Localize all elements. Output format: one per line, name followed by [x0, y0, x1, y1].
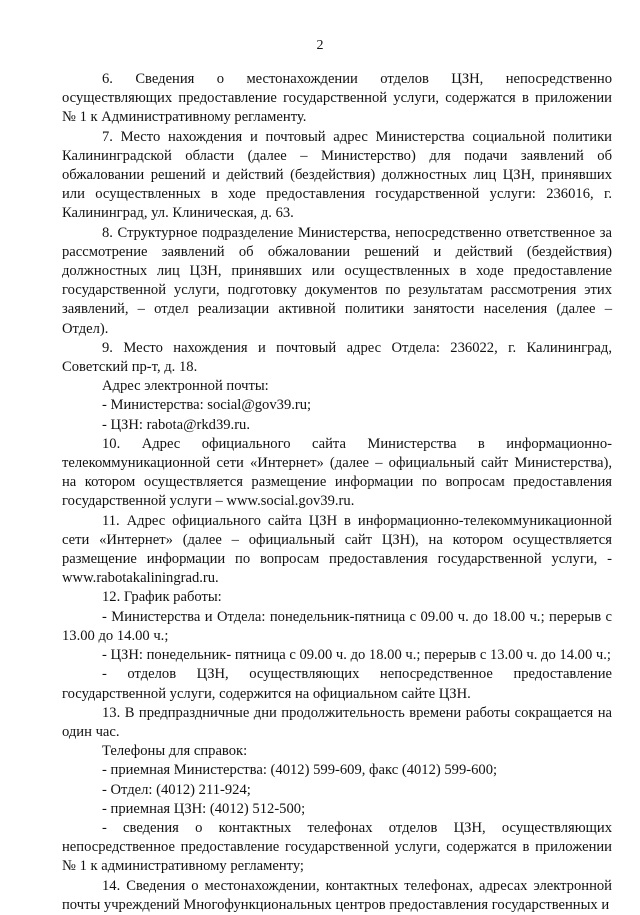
paragraph: 6. Сведения о местонахождении отделов ЦЗН, непосредственно осуществляющих предоставление государственной услуги, содержатся в приложении № 1 к Административному регламенту. [62, 71, 612, 126]
document-body [62, 70, 612, 915]
paragraph: 14. Сведения о местонахождении, контактных телефонах, адресах электронной почты учреждений Многофункциональных центров предоставления государственных и [62, 877, 612, 913]
paragraph: - приемная Министерства: (4012) 599-609, факс (4012) 599-600; [102, 762, 498, 779]
page-number: 2 [316, 38, 324, 53]
paragraph: 13. В предпраздничные дни продолжительность времени работы сокращается на один час. [62, 704, 612, 740]
paragraph: Адрес электронной почты: [102, 378, 269, 395]
paragraph: 12. График работы: [102, 589, 222, 606]
paragraph: 10. Адрес официального сайта Министерства в информационно-телекоммуникационной сети «Интернет» (далее – официальный сайт Министерства), на котором осуществляется размещение информации по вопросам предоставления государственной услуги – www.social.gov39.ru. [62, 435, 612, 510]
paragraph: 8. Структурное подразделение Министерства, непосредственно ответственное за рассмотрение заявлений об обжаловании решений и действий (бездействия) должностных лиц ЦЗН, принявших или осуществленных в ходе предоставление государственной услуги, подготовку документов по результатам рассмотрения этих заявлений, – отдел реализации активной политики занятости населения (далее – Отдел). [62, 224, 612, 337]
paragraph: 11. Адрес официального сайта ЦЗН в информационно-телекоммуникационной сети «Интернет» (далее – официальный сайт ЦЗН), на котором осуществляется размещение информации по вопросам предоставления государственной услуги, - www.rabotakaliningrad.ru. [62, 512, 612, 587]
paragraph: - Министерства и Отдела: понедельник-пятница с 09.00 ч. до 18.00 ч.; перерыв с 13.00 до 14.00 ч.; [62, 608, 612, 644]
paragraph: 9. Место нахождения и почтовый адрес Отдела: 236022, г. Калининград, Советский пр-т, д. 18. [62, 339, 612, 376]
paragraph: - приемная ЦЗН: (4012) 512-500; [102, 800, 306, 817]
paragraph: - Отдел: (4012) 211-924; [102, 781, 251, 798]
paragraph: - Министерства: social@gov39.ru; [102, 397, 312, 414]
paragraph: Телефоны для справок: [102, 743, 248, 760]
paragraph: - ЦЗН: понедельник- пятница с 09.00 ч. до 18.00 ч.; перерыв с 13.00 ч. до 14.00 ч.; [102, 647, 611, 664]
paragraph: 7. Место нахождения и почтовый адрес Министерства социальной политики Калининградской области (далее – Министерство) для подачи заявлений об обжаловании решений и действий (бездействия) должностных лиц ЦЗН, принявших или осуществленных в ходе предоставления государственной услуги: 236016, г. Калининград, ул. Клиническая, д. 63. [62, 128, 612, 222]
paragraph: - отделов ЦЗН, осуществляющих непосредственное предоставление государственной услуги, содержится на официальном сайте ЦЗН. [62, 666, 612, 702]
paragraph: - ЦЗН: rabota@rkd39.ru. [102, 416, 251, 433]
paragraph: - сведения о контактных телефонах отделов ЦЗН, осуществляющих непосредственное предоставление государственной услуги, содержатся в приложении № 1 к административному регламенту; [62, 819, 612, 875]
